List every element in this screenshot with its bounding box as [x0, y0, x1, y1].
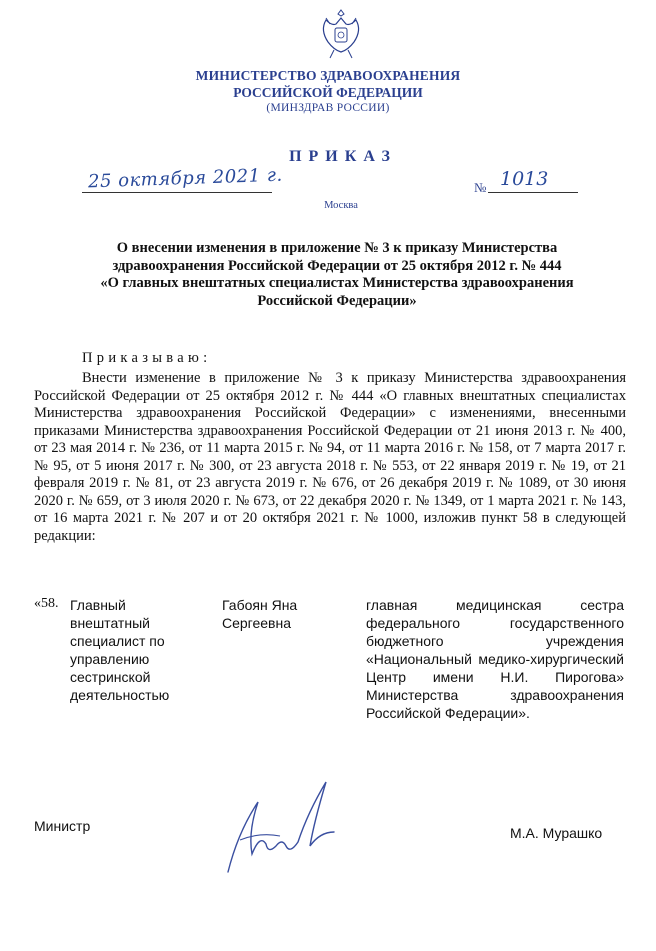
item-role: Главный внештатный специалист по управлению сестринской деятельностью: [70, 597, 170, 703]
ministry-name-line2: РОССИЙСКОЙ ФЕДЕРАЦИИ: [233, 85, 423, 100]
heading-line: здравоохранения Российской Федерации от 25 октября 2012 г. № 444: [112, 257, 562, 274]
date-underline: [82, 192, 272, 193]
minister-name: М.А. Мурашко: [510, 825, 603, 841]
orders-word: Приказываю:: [82, 350, 212, 366]
heading-line: О внесении изменения в приложение № 3 к приказу Министерства: [116, 240, 558, 256]
ministry-short-name: (МИНЗДРАВ РОССИИ): [266, 102, 390, 114]
coat-of-arms-icon: [316, 6, 366, 62]
order-number-label: №: [474, 180, 487, 195]
body-paragraph: [34, 370, 626, 545]
order-title: ПРИКАЗ: [289, 148, 397, 165]
ministry-name-line1: МИНИСТЕРСТВО ЗДРАВООХРАНЕНИЯ: [195, 68, 461, 83]
item-person-name: Габоян Яна Сергеевна: [222, 597, 298, 631]
minister-label: Министр: [34, 818, 91, 834]
body-paragraph-text: Внести изменение в приложение № 3 к приказу Министерства здравоохранения Российской Федерации от 25 октября 2012 г. № 444 «О главных внештатных специалистах Министерства здравоохранения Российской Федерации» с изменениями, внесенными приказами Министерства здравоохранения Российской Федерации от 21 июня 2013 г. № 400, от 23 мая 2014 г. № 236, от 11 марта 2015 г. № 94, от 11 марта 2016 г. № 158, от 7 марта 2017 г. № 95, от 5 июня 2017 г. № 300, от 23 августа 2018 г. № 553, от 22 января 2019 г. № 19, от 21 февраля 2019 г. № 81, от 23 августа 2019 г. № 676, от 26 декабря 2019 г. № 1089, от 30 июня 2020 г. № 659, от 3 июля 2020 г. № 673, от 22 декабря 2020 г. № 1349, от 1 марта 2021 г. № 143, от 16 марта 2021 г. № 207 и от 20 октября 2021 г. № 1000, изложив пункт 58 в следующей редакции:: [34, 370, 626, 544]
item-description: главная медицинская сестра федерального государственного бюджетного учреждения «Национальный медико-хирургический Центр имени Н.И. Пирогова» Министерства здравоохранения Российской Федерации».: [366, 597, 624, 721]
item-number: «58.: [34, 596, 59, 611]
signature-icon: [210, 780, 370, 880]
order-heading: [62, 240, 612, 310]
order-date-handwritten: 25 октября 2021 г.: [87, 164, 284, 193]
heading-line: Российской Федерации»: [257, 292, 417, 309]
order-number-handwritten: 1013: [500, 168, 549, 190]
number-underline: [488, 192, 578, 193]
heading-line: «О главных внештатных специалистах Министерства здравоохранения: [100, 275, 574, 291]
order-city: Москва: [324, 200, 358, 211]
